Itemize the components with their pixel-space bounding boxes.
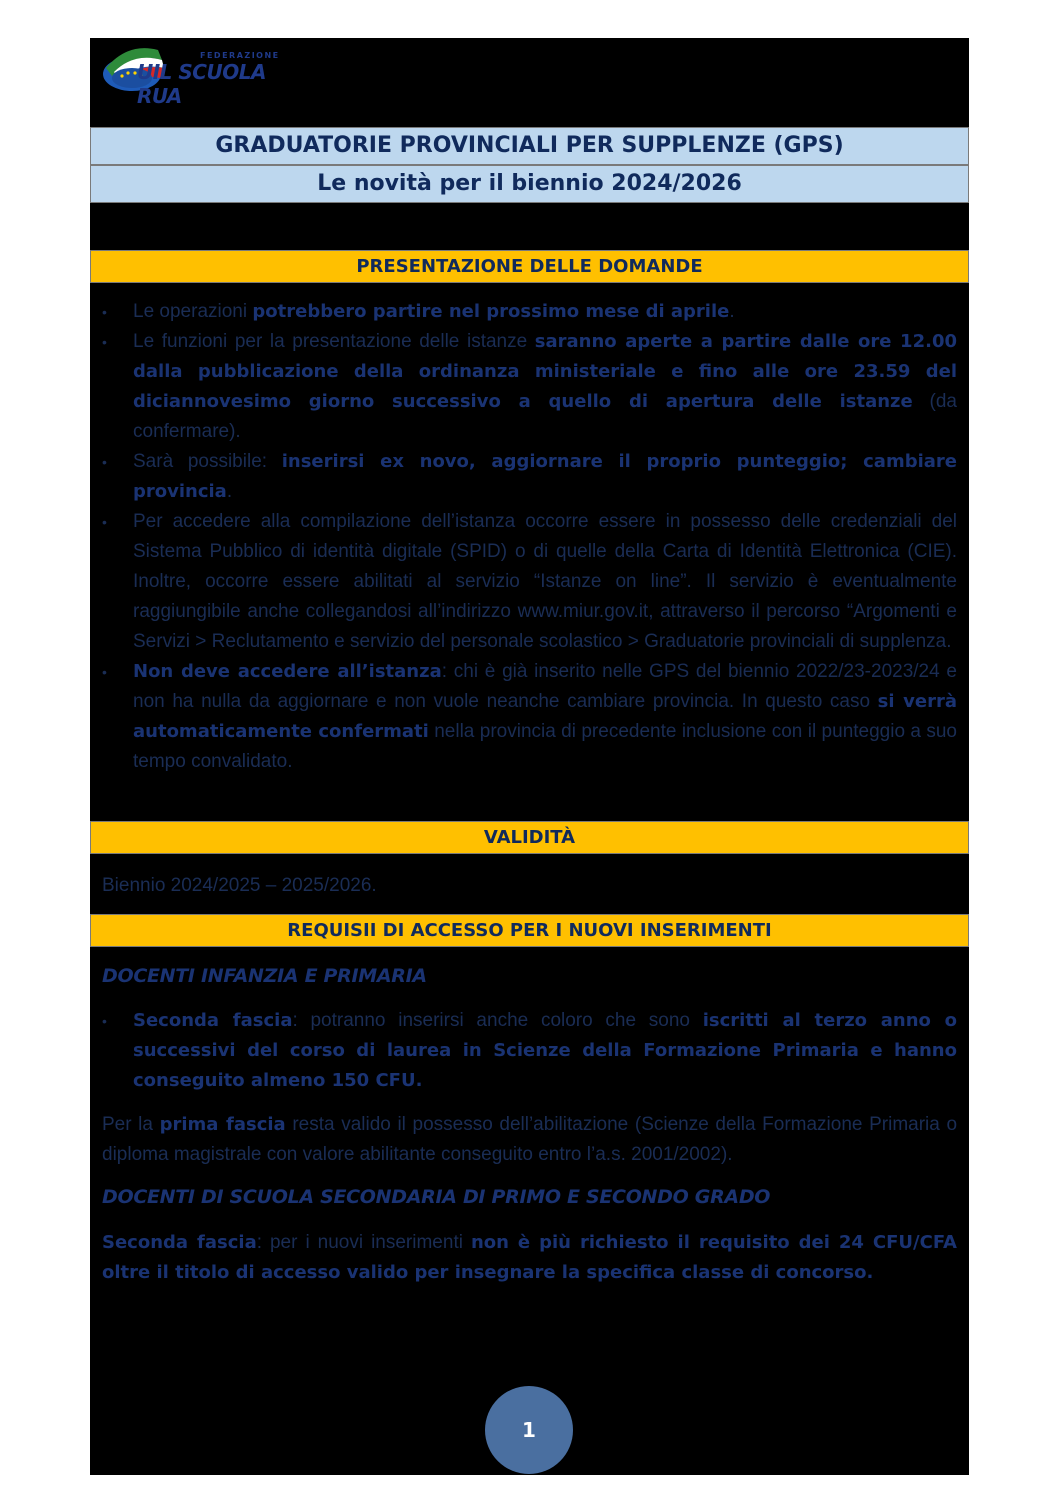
document-page <box>90 38 969 1475</box>
logo-brand-text: UIL SCUOLA RUA <box>137 60 266 108</box>
heading-infanzia-primaria: DOCENTI INFANZIA E PRIMARIA <box>102 965 427 987</box>
document-title: GRADUATORIE PROVINCIALI PER SUPPLENZE (GPS) <box>90 127 969 165</box>
list-item: • Seconda fascia: potranno inserirsi anche coloro che sono iscritti al terzo anno o successivi del corso di laurea in Scienze della Formazione Primaria e hanno conseguito almeno 150 CFU. <box>102 1006 957 1096</box>
uil-scuola-logo <box>100 38 310 108</box>
validita-text: Biennio 2024/2025 – 2025/2026. <box>102 875 377 896</box>
presentazione-list <box>102 297 957 777</box>
logo-federazione-text: FEDERAZIONE <box>200 51 280 60</box>
section-title-validita: VALIDITÀ <box>90 821 969 854</box>
section-title-presentazione: PRESENTAZIONE DELLE DOMANDE <box>90 250 969 283</box>
list-item: • Le operazioni potrebbero partire nel prossimo mese di aprile. <box>102 297 957 327</box>
list-item: • Sarà possibile: inserirsi ex novo, aggiornare il proprio punteggio; cambiare provincia. <box>102 447 957 507</box>
list-item: • Le funzioni per la presentazione delle istanze saranno aperte a partire dalle ore 12.00 dalla pubblicazione della ordinanza ministeriale e fino alle ore 23.59 del diciannovesimo giorno successivo a quello di apertura delle istanze (da confermare). <box>102 327 957 447</box>
list-item: • Per accedere alla compilazione dell’istanza occorre essere in possesso delle credenziali del Sistema Pubblico di identità digitale (SPID) o di quelle della Carta di Identità Elettronica (CIE). Inoltre, occorre essere abilitati al servizio “Istanze on line”. Il servizio è eventualmente raggiungibile anche collegandosi all’indirizzo www.miur.gov.it, attraverso il percorso “Argomenti e Servizi > Reclutamento e servizio del personale scolastico > Graduatorie provinciali di supplenza. <box>102 507 957 657</box>
infanzia-list <box>102 1006 957 1096</box>
secondaria-text: Seconda fascia: per i nuovi inserimenti non è più richiesto il requisito dei 24 CFU/CFA oltre il titolo di accesso valido per insegnare la specifica classe di concorso. <box>102 1232 957 1283</box>
section-title-requisiti: REQUISII DI ACCESSO PER I NUOVI INSERIMENTI <box>90 914 969 947</box>
document-subtitle: Le novità per il biennio 2024/2026 <box>90 165 969 203</box>
heading-secondaria: DOCENTI DI SCUOLA SECONDARIA DI PRIMO E SECONDO GRADO <box>102 1186 771 1208</box>
prima-fascia-text: Per la prima fascia resta valido il possesso dell’abilitazione (Scienze della Formazione Primaria o diploma magistrale con valore abilitante conseguito entro l’a.s. 2001/2002). <box>102 1114 958 1165</box>
page-number-badge: 1 <box>485 1386 573 1474</box>
list-item: • Non deve accedere all’istanza: chi è già inserito nelle GPS del biennio 2022/23-2023/24 e non ha nulla da aggiornare e non vuole neanche cambiare provincia. In questo caso si verrà automaticamente confermati nella provincia di precedente inclusione con il punteggio a suo tempo convalidato. <box>102 657 957 777</box>
